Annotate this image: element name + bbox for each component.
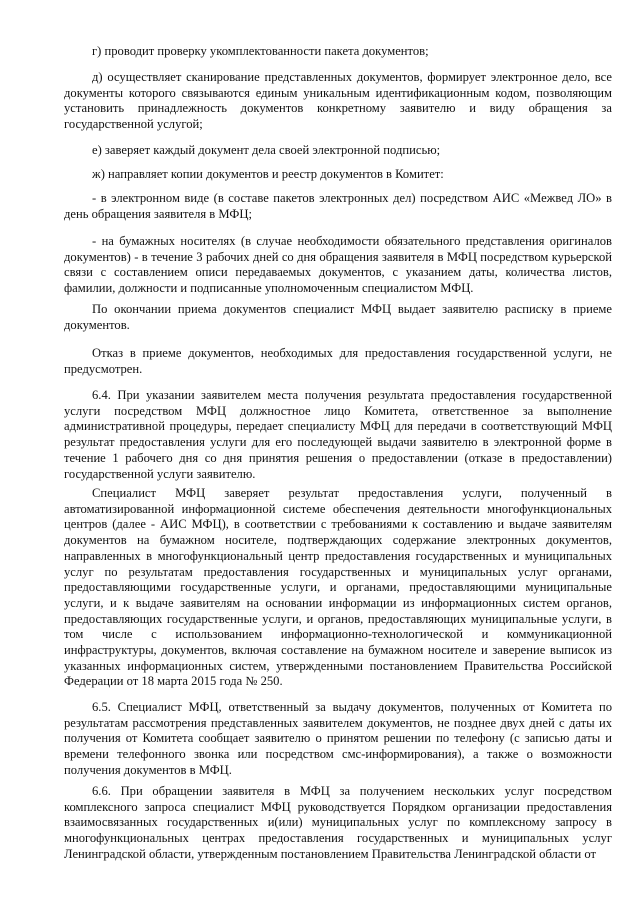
- paragraph-paper-form: - на бумажных носителях (в случае необходимости обязательного представления оригиналов документов) - в течение 3 рабочих дней со дня обращения заявителя в МФЦ посредством курьерской связи с составлением описи передаваемых документов, с указанием даты, количества листов, фамилии, должности и подписанные уполномоченным специалистом МФЦ.: [64, 234, 612, 296]
- paragraph-electronic-form: - в электронном виде (в составе пакетов электронных дел) посредством АИС «Межвед ЛО» в день обращения заявителя в МФЦ;: [64, 191, 612, 221]
- paragraph-section-6-5: 6.5. Специалист МФЦ, ответственный за выдачу документов, полученных от Комитета по результатам рассмотрения представленных заявителем документов, не позднее двух дней с даты их получения от Комитета сообщает заявителю о принятом решении по телефону (с записью даты и времени телефонного звонка или посредством смс-информирования), а также о возможности получения документов в МФЦ.: [64, 700, 612, 777]
- paragraph-send-copies: ж) направляет копии документов и реестр документов в Комитет:: [92, 167, 444, 181]
- paragraph-scanning: д) осуществляет сканирование представленных документов, формирует электронное дело, все документы которого связываются единым уникальным идентификационным кодом, позволяющим установить принадлежность документов конкретному заявителю и виду обращения за государственной услугой;: [64, 70, 612, 132]
- paragraph-mfc-specialist-certifies: Специалист МФЦ заверяет результат предоставления услуги, полученный в автоматизированной информационной системе обеспечения деятельности многофункциональных центров (далее - АИС МФЦ), в соответствии с требованиями к составлению и выдаче заявителям документов на бумажном носителе, подтверждающих содержание электронных документов, направленных в многофункциональный центр предоставления государственных и муниципальных услуг по результатам предоставления государственных и муниципальных услуг органами, предоставляющими государственные услуги, и органами, предоставляющими муниципальные услуги, и к выдаче заявителям на основании информации из информационных систем органов, предоставляющих государственные услуги, и органов, предоставляющих муниципальные услуги, в том числе с использованием информационно-технологической и коммуникационной инфраструктуры, документов, включая составление на бумажном носителе и заверение выписок из указанных информационных систем, утвержденными постановлением Правительства Российской Федерации от 18 марта 2015 года № 250.: [64, 486, 612, 689]
- paragraph-check-package: г) проводит проверку укомплектованности пакета документов;: [92, 44, 429, 58]
- paragraph-section-6-6: 6.6. При обращении заявителя в МФЦ за получением нескольких услуг посредством комплексного запроса специалист МФЦ руководствуется Порядком организации предоставления взаимосвязанных государственных и(или) муниципальных услуг по комплексному запросу в многофункциональных центрах предоставления государственных и муниципальных услуг Ленинградской области, утвержденным постановлением Правительства Ленинградской области от: [64, 784, 612, 861]
- paragraph-digital-signature: е) заверяет каждый документ дела своей электронной подписью;: [92, 143, 441, 157]
- paragraph-no-refusal: Отказ в приеме документов, необходимых для предоставления государственной услуги, не предусмотрен.: [64, 346, 612, 376]
- paragraph-section-6-4: 6.4. При указании заявителем места получения результата предоставления государственной услуги посредством МФЦ должностное лицо Комитета, ответственное за выполнение административной процедуры, передает специалисту МФЦ для передачи в соответствующий МФЦ результат предоставления услуги для его последующей выдачи заявителю в электронной форме в течение 1 рабочего дня со дня принятия решения о предоставлении (отказе в предоставлении) государственной услуги заявителю.: [64, 388, 612, 481]
- paragraph-receipt: По окончании приема документов специалист МФЦ выдает заявителю расписку в приеме документов.: [64, 302, 612, 332]
